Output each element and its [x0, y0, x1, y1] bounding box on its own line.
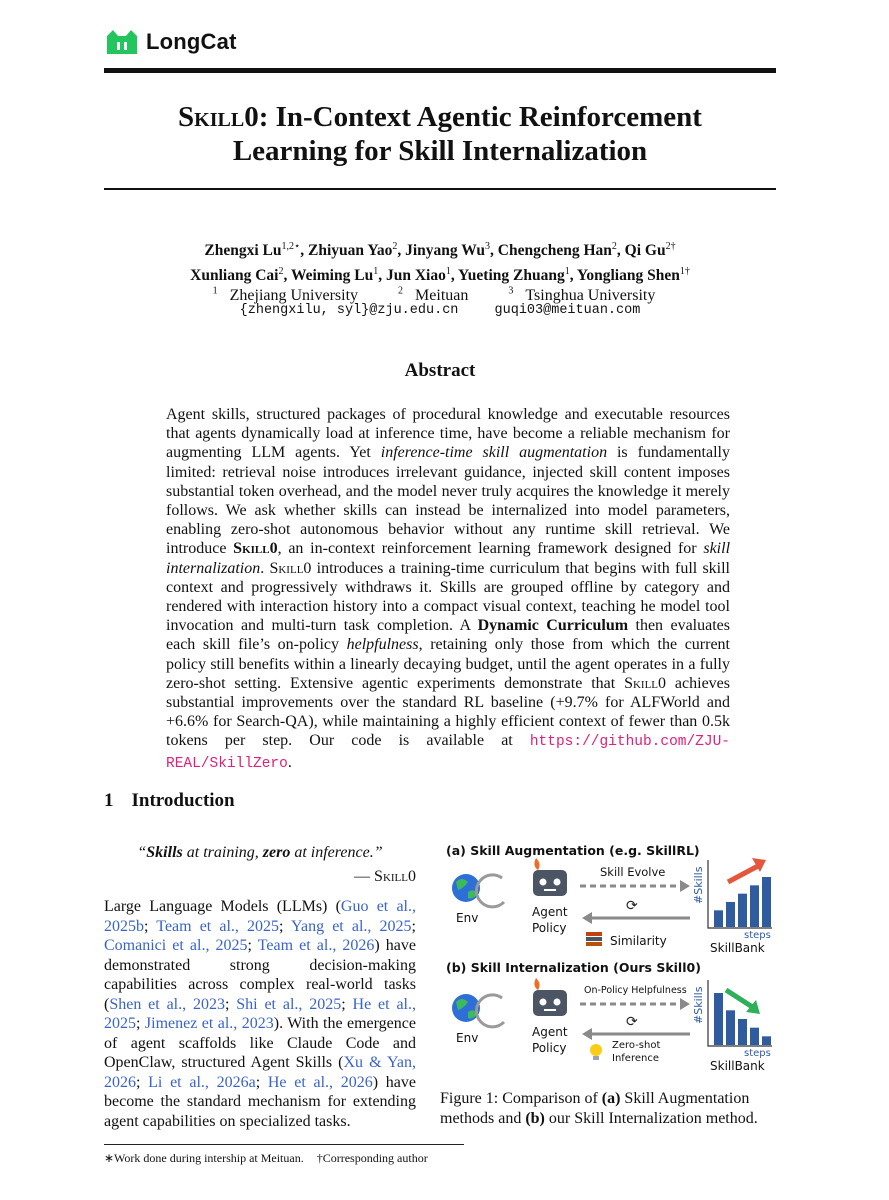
refresh-icon: ⟳ [626, 1014, 638, 1030]
longcat-logo-icon [104, 28, 140, 56]
emails [104, 303, 776, 318]
env-label: Env [456, 1031, 479, 1045]
author: Yongliang Shen$^{1\dagger}$ [576, 266, 690, 285]
robot-icon [533, 978, 567, 1016]
author: Chengcheng Han$^2$ [497, 241, 617, 260]
skillbank-bar-a [750, 885, 759, 927]
epigraph-quote: “Skills at training, zero at inference.” [137, 844, 383, 861]
title-rule [104, 188, 776, 190]
email-zju: {zhengxilu, syl}@zju.edu.cn [239, 303, 459, 318]
author: Xunliang Cai$^2$ [190, 266, 284, 285]
zero-shot-label: Zero-shot [612, 1040, 661, 1051]
agent-label: Agent [532, 905, 568, 919]
top-rule [104, 68, 776, 73]
skill-evolve-label: Skill Evolve [600, 865, 666, 879]
skillbank-bar-b [762, 1036, 771, 1045]
affiliation: $^1$ Zhejiang University [212, 286, 359, 305]
loop-arrow [477, 875, 504, 907]
section-heading: 1 Introduction [104, 790, 235, 811]
skillbank-bar-a [726, 902, 735, 927]
affiliation: $^3$ Tsinghua University [508, 286, 656, 305]
citation[interactable]: Shen et al., 2023 [109, 995, 225, 1013]
citation[interactable]: Jimenez et al., 2023 [144, 1015, 274, 1032]
robot-icon [533, 858, 567, 896]
inference-label: Inference [612, 1053, 659, 1064]
citation[interactable]: Comanici et al., 2025 [104, 937, 248, 954]
code-link[interactable]: https://github.com/ZJU-REAL/SkillZero [166, 734, 730, 772]
title-line1: : In-Context Agentic Reinforcement [258, 101, 702, 133]
epigraph-attribution: — Skill0 [354, 868, 416, 885]
similarity-label: Similarity [610, 934, 667, 948]
on-policy-label: On-Policy Helpfulness [584, 985, 687, 996]
loop-arrow [477, 995, 504, 1027]
author: Zhengxi $Lu^{1,2⋆}$ [204, 241, 301, 260]
citation[interactable]: Team et al., 2025 [156, 917, 280, 935]
figure-caption: Figure 1: Comparison of (a) Skill Augmentation methods and (b) our Skill Internalization method. [440, 1090, 758, 1127]
back-arrowhead [582, 912, 592, 924]
refresh-icon: ⟳ [626, 898, 638, 914]
policy-label: Policy [532, 1041, 567, 1055]
books-icon [586, 932, 602, 946]
skillbank-label: SkillBank [710, 1059, 765, 1073]
email-meituan: guqi03@meituan.com [494, 303, 641, 318]
citation[interactable]: Yang et al., 2025 [291, 917, 412, 935]
skillbank-bar-b [738, 1019, 747, 1045]
forward-arrowhead [680, 880, 690, 892]
skillbank-bar-b [750, 1028, 759, 1045]
abstract-heading: Abstract [404, 360, 476, 381]
affiliation: $^2$ Meituan [398, 286, 469, 305]
citation[interactable]: He et al., 2025 [104, 995, 416, 1032]
steps-axis-label: steps [744, 930, 771, 941]
back-arrowhead [582, 1028, 592, 1040]
author-list: Zhengxi $Lu^{1,2⋆}$, Zhiyuan Yao$^2$, Jinyang Wu$^3$, Chengcheng Han$^2$, Qi $Gu^{2\dagger}$ Xunliang Cai$^2$, Weiming Lu$^1$, Jun Xiao$^1$, Yueting Zhuang$^1$, Yongliang Shen$^{1\dagger}$ [190, 241, 690, 285]
citation[interactable]: He et al., 2026 [267, 1073, 373, 1091]
panel-b-title: (b) Skill Internalization (Ours Skill0) [446, 960, 701, 975]
skillbank-bar-a [738, 894, 747, 927]
panel-a-title: (a) Skill Augmentation (e.g. SkillRL) [446, 843, 700, 858]
lightbulb-icon [590, 1044, 602, 1060]
policy-label: Policy [532, 921, 567, 935]
title-method-name: Skill0 [178, 101, 259, 133]
agent-label: Agent [532, 1025, 568, 1039]
skillbank-bar-b [714, 993, 723, 1045]
skills-axis-label: #Skills [692, 866, 705, 904]
skillbank-label: SkillBank [710, 941, 765, 955]
skills-axis-label: #Skills [692, 986, 705, 1024]
author: Weiming Lu$^1$ [290, 266, 379, 285]
figure-1-diagram [440, 838, 776, 1078]
author: Jun Xiao$^1$ [385, 266, 451, 285]
title-line2: Learning for Skill Internalization [232, 135, 648, 167]
author: Jinyang Wu$^3$ [405, 241, 491, 260]
author: Yueting Zhuang$^1$ [458, 266, 570, 285]
decline-arrow [726, 990, 754, 1008]
growth-arrow [728, 866, 758, 882]
footnote-rule [104, 1144, 464, 1145]
footnote-work: ∗Work done during intership at Meituan. [104, 1151, 304, 1165]
env-label: Env [456, 911, 479, 925]
author: Qi $Gu^{2\dagger}$ [624, 241, 676, 260]
author: Zhiyuan Yao$^2$ [308, 241, 398, 260]
skillbank-bars-a [714, 877, 771, 927]
forward-arrowhead [680, 998, 690, 1010]
citation[interactable]: Team et al., 2026 [257, 937, 375, 954]
citation[interactable]: Xu & Yan, 2026 [104, 1054, 416, 1091]
skillbank-bar-a [714, 910, 723, 927]
citation[interactable]: Shi et al., 2025 [236, 995, 342, 1013]
footnotes [104, 1151, 438, 1166]
abstract-body: Agent skills, structured packages of procedural knowledge and executable resources that agents dynamically load at inference time, have become a reliable mechanism for augmenting LLM agents. Yet inference-time skill augmentation is fundamentally limited: retrieval noise introduces irrelevant guidance, injected skill content imposes substantial token overhead, and the model never truly acquires the knowledge it merely follows. We ask whether skills can instead be internalized into model parameters, enabling zero-shot autonomous behavior without any runtime skill retrieval. We introduce Skill0, an in-context reinforcement learning framework designed for skill internalization. Skill0 introduces a training-time curriculum that begins with full skill context and progressively withdraws it. Skills are grouped offline by category and rendered with interaction history into a compact visual context, teaching he model tool invocation and multi-turn task completion. A Dynamic Curriculum then evaluates each skill file’s on-policy helpfulness, retaining only those from which the current policy still benefits within a linearly decaying budget, until the agent operates in a fully zero-shot setting. Extensive agentic experiments demonstrate that Skill0 achieves substantial improvements over the standard RL baseline (+9.7% for ALFWorld and +6.6% for Search-QA), while maintaining a highly efficient context of fewer than 0.5k tokens per step. Our code is available at https://github.com/ZJU-REAL/SkillZero. [166, 406, 731, 772]
footnote-corresponding: †Corresponding author [316, 1151, 428, 1165]
paper-title [104, 100, 776, 168]
citation[interactable]: Li et al., 2026a [148, 1073, 256, 1091]
steps-axis-label: steps [744, 1048, 771, 1059]
citation[interactable]: Guo et al., 2025b [104, 898, 416, 935]
skillbank-bar-a [762, 877, 771, 927]
brand-name: LongCat [146, 29, 237, 54]
intro-paragraph: Large Language Models (LLMs) (Guo et al., 2025b; Team et al., 2025; Yang et al., 2025; Comanici et al., 2025; Team et al., 2026) have demonstrated strong decision-making capabilities across complex real-world tasks (Shen et al., 2023; Shi et al., 2025; He et al., 2025; Jimenez et al., 2023). With the emergence of agent scaffolds like Claude Code and OpenClaw, structured Agent Skills (Xu & Yan, 2026; Li et al., 2026a; He et al., 2026) have become the standard mechanism for extending agent capabilities on specialized tasks. [104, 898, 416, 1130]
skillbank-bar-b [726, 1010, 735, 1045]
